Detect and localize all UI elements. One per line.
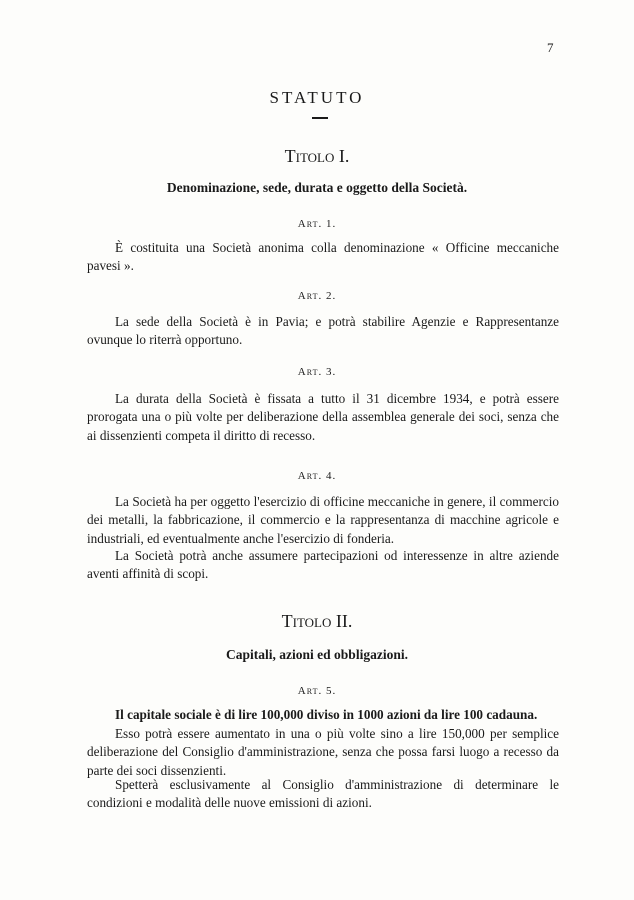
article-4-paragraph-1: La Società ha per oggetto l'esercizio di officine meccaniche in genere, il commercio dei metalli, la fabbricazione, il commercio e la rappresentanza di macchine agricole e industriali, ed eventualmente anche l'esercizio di fonderia.: [87, 494, 559, 546]
article-label-5: Art. 5.: [297, 685, 337, 697]
article-3-paragraph: La durata della Società è fissata a tutto il 31 dicembre 1934, e potrà essere prorogata una o più volte per deliberazione della assemblea generale dei soci, senza che ai dissenzienti competa il diritto di recesso.: [87, 391, 559, 443]
article-label-4: Art. 4.: [297, 470, 337, 482]
title-rule: [312, 117, 328, 119]
section-subtitle-1: Denominazione, sede, durata e oggetto della Società.: [166, 180, 468, 195]
section-title-2: Titolo II.: [281, 611, 353, 631]
article-2-paragraph: La sede della Società è in Pavia; e potrà stabilire Agenzie e Rappresentanze ovunque lo riterrà opportuno.: [87, 314, 559, 348]
article-5-paragraph-3: Spetterà esclusivamente al Consiglio d'amministrazione di determinare le condizioni e modalità delle nuove emissioni di azioni.: [87, 777, 559, 811]
article-label-2: Art. 2.: [297, 290, 337, 302]
article-1-paragraph: È costituita una Società anonima colla denominazione « Officine meccaniche pavesi ».: [87, 240, 559, 274]
article-5-paragraph-2: Esso potrà essere aumentato in una o più volte sino a lire 150,000 per semplice deliberazione del Consiglio d'amministrazione, senza che possa farsi luogo a recesso da parte dei soci dissenzienti.: [87, 726, 559, 778]
article-4-paragraph-2: La Società potrà anche assumere partecipazioni od interessenze in altre aziende aventi affinità di scopi.: [87, 548, 559, 582]
page-number: 7: [547, 40, 554, 55]
article-label-1: Art. 1.: [297, 218, 337, 230]
section-subtitle-2: Capitali, azioni ed obbligazioni.: [226, 647, 408, 662]
article-5-paragraph-1: Il capitale sociale è di lire 100,000 diviso in 1000 azioni da lire 100 cadauna.: [115, 707, 538, 722]
section-title-1: Titolo I.: [284, 146, 350, 166]
document-title: STATUTO: [269, 88, 365, 107]
article-label-3: Art. 3.: [297, 366, 337, 378]
